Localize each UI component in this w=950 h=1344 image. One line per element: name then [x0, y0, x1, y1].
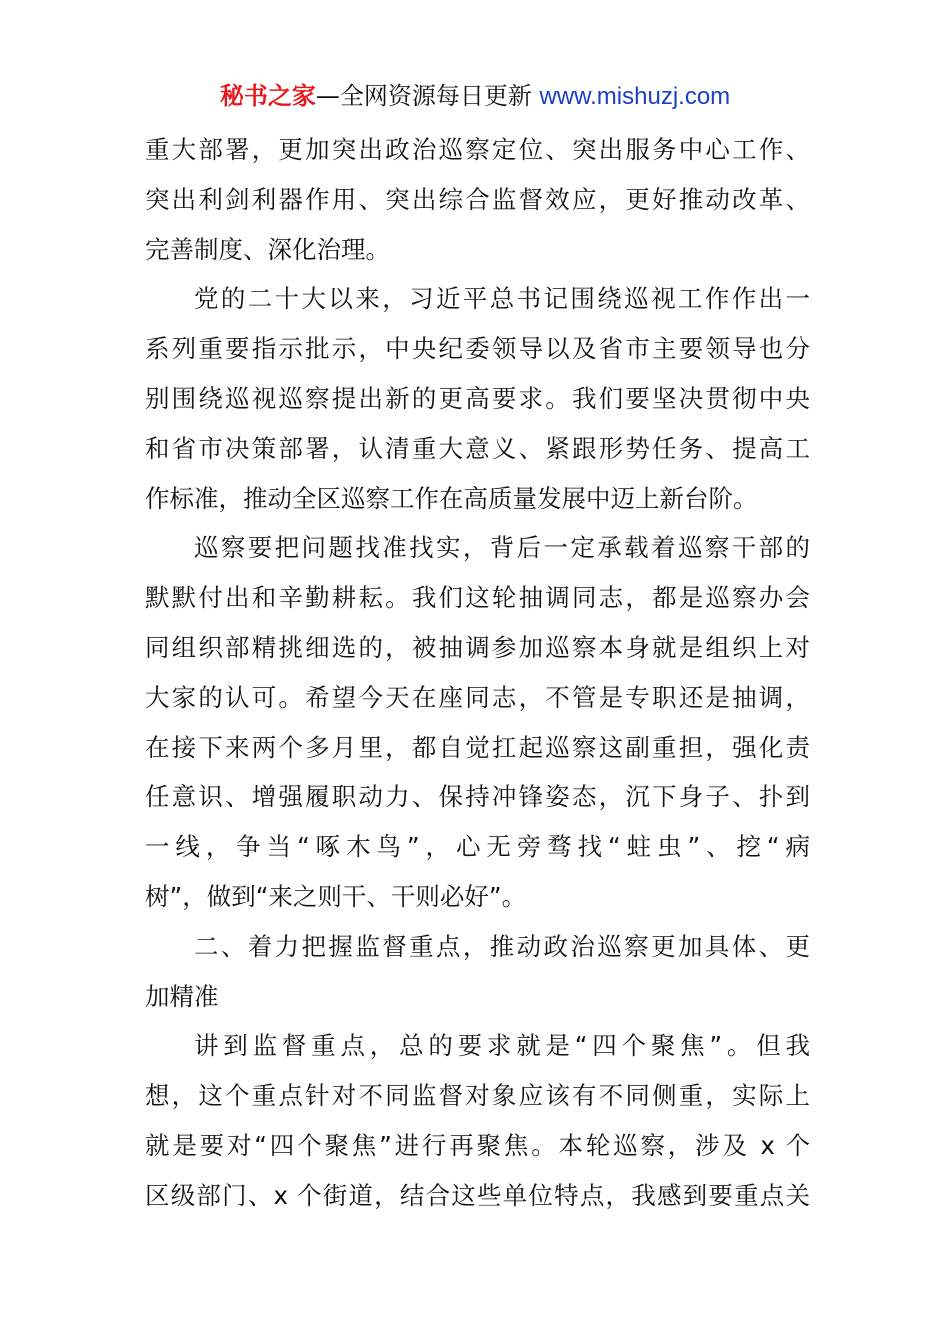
text-line: 别围绕巡视巡察提出新的更高要求。我们要坚决贯彻中央	[145, 383, 810, 413]
text-line: 系列重要指示批示，中央纪委领导以及省市主要领导也分	[145, 334, 810, 364]
text-line: 讲到监督重点，总的要求就是“四个聚焦”。但我	[194, 1031, 810, 1061]
text-line: 默默付出和辛勤耕耘。我们这轮抽调同志，都是巡察办会	[145, 583, 810, 613]
section-heading-line: 二、着力把握监督重点，推动政治巡察更加具体、更	[194, 931, 810, 961]
section-heading-line: 加精准	[145, 981, 219, 1011]
text-line: 重大部署，更加突出政治巡察定位、突出服务中心工作、	[145, 135, 810, 164]
site-url-link[interactable]: www.mishuzj.com	[539, 83, 731, 110]
text-line: 和省市决策部署，认清重大意义、紧跟形势任务、提高工	[145, 433, 810, 463]
text-line: 区级部门、x 个街道，结合这些单位特点，我感到要重点关	[145, 1180, 810, 1210]
text-line: 完善制度、深化治理。	[145, 234, 390, 264]
document-body	[145, 125, 810, 1221]
text-line: 作标准，推动全区巡察工作在高质量发展中迈上新台阶。	[145, 483, 758, 513]
header-tagline: —全网资源每日更新	[315, 82, 540, 110]
text-line: 在接下来两个多月里，都自觉扛起巡察这副重担，强化责	[145, 732, 810, 762]
text-line: 党的二十大以来，习近平总书记围绕巡视工作作出一	[194, 284, 810, 314]
text-line: 就是要对“四个聚焦”进行再聚焦。本轮巡察，涉及 x 个	[145, 1130, 810, 1160]
text-line: 巡察要把问题找准找实，背后一定承载着巡察干部的	[194, 533, 810, 563]
text-line: 一线，争当“啄木鸟”，心无旁骛找“蛀虫”、挖“病	[145, 832, 810, 862]
brand-name: 秘书之家	[219, 82, 316, 110]
text-line: 树”，做到“来之则干、干则必好”。	[145, 881, 527, 911]
text-line: 想，这个重点针对不同监督对象应该有不同侧重，实际上	[145, 1081, 810, 1111]
page-header	[0, 78, 950, 115]
text-line: 大家的认可。希望今天在座同志，不管是专职还是抽调，	[145, 682, 810, 712]
text-line: 同组织部精挑细选的，被抽调参加巡察本身就是组织上对	[145, 632, 810, 662]
text-line: 突出利剑利器作用、突出综合监督效应，更好推动改革、	[145, 184, 810, 214]
text-line: 任意识、增强履职动力、保持冲锋姿态，沉下身子、扑到	[145, 782, 810, 812]
